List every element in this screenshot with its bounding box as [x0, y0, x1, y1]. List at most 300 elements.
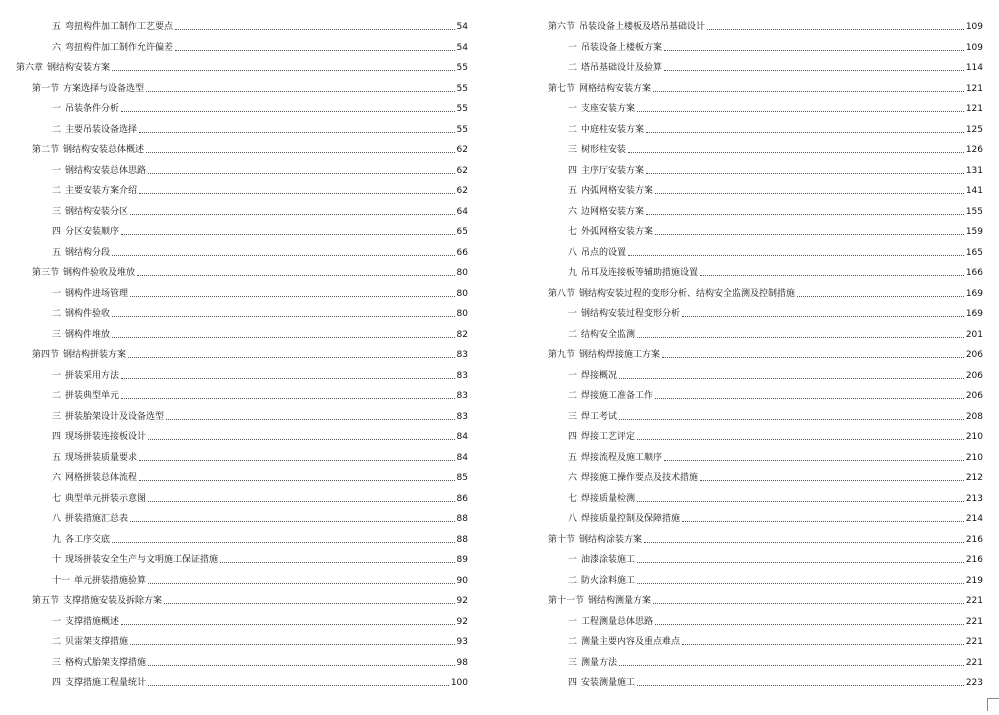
toc-entry[interactable] — [0, 266, 468, 280]
dot-leader — [619, 377, 964, 379]
dot-leader — [139, 192, 455, 194]
toc-entry-title: 现场拼装质量要求 — [65, 452, 138, 463]
toc-entry-number: 十一 — [52, 575, 71, 586]
toc-entry[interactable] — [0, 635, 468, 649]
toc-entry-title: 焊接施工操作要点及技术措施 — [581, 473, 699, 483]
toc-entry[interactable] — [0, 307, 468, 321]
toc-entry[interactable] — [520, 512, 999, 526]
toc-entry-page-number: 55 — [456, 63, 468, 73]
dot-leader — [664, 69, 964, 71]
toc-entry-title: 钢构件验收及堆放 — [63, 268, 136, 278]
toc-entry-page-number: 206 — [965, 350, 983, 360]
toc-entry-number: 二 — [568, 391, 578, 401]
toc-entry-title: 钢结构分段 — [65, 247, 111, 258]
toc-entry[interactable] — [520, 246, 999, 260]
dot-leader — [112, 541, 455, 543]
toc-entry[interactable] — [0, 328, 468, 342]
toc-entry-title: 钢结构安装总体概述 — [63, 145, 145, 155]
toc-entry-number: 八 — [568, 514, 578, 524]
dot-leader — [655, 623, 964, 625]
toc-entry-number: 一 — [52, 165, 62, 176]
toc-entry-title: 典型单元拼装示意图 — [65, 493, 147, 504]
toc-entry-number: 二 — [52, 124, 62, 135]
toc-entry[interactable] — [520, 184, 999, 198]
toc-entry-title: 方案选择与设备选型 — [63, 83, 145, 94]
dot-leader — [707, 28, 964, 30]
toc-entry[interactable] — [520, 594, 999, 608]
toc-entry[interactable] — [0, 164, 468, 178]
dot-leader — [637, 582, 964, 584]
toc-entry-page-number: 210 — [965, 452, 983, 463]
toc-entry-page-number: 90 — [456, 575, 468, 586]
toc-entry-title: 支座安装方案 — [581, 104, 636, 114]
toc-entry-page-number: 54 — [456, 22, 468, 32]
toc-entry-title: 工程测量总体思路 — [581, 616, 654, 627]
toc-entry[interactable] — [0, 61, 468, 75]
toc-entry-title: 钢结构安装过程的变形分析、结构安全监测及控制措施 — [579, 288, 796, 299]
toc-entry-number: 一 — [52, 104, 62, 114]
toc-entry-page-number: 55 — [456, 83, 468, 94]
toc-entry-page-number: 66 — [456, 247, 468, 258]
toc-entry-page-number: 83 — [456, 370, 468, 381]
toc-entry-page-number: 221 — [965, 596, 983, 606]
toc-entry-page-number: 109 — [965, 22, 983, 32]
toc-entry-title: 格构式胎架支撑措施 — [65, 657, 147, 668]
dot-leader — [682, 520, 964, 522]
dot-leader — [139, 479, 455, 481]
toc-entry-number: 第五节 — [32, 596, 60, 606]
toc-entry-title: 边网格安装方案 — [581, 206, 645, 217]
toc-entry-page-number: 100 — [450, 678, 468, 688]
dot-leader — [148, 684, 449, 686]
toc-entry[interactable] — [0, 287, 468, 301]
toc-entry-title: 安装测量施工 — [581, 678, 636, 688]
dot-leader — [637, 438, 964, 440]
toc-entry-page-number: 83 — [456, 411, 468, 422]
toc-entry-title: 支撑措施概述 — [65, 616, 120, 627]
dot-leader — [655, 192, 964, 194]
toc-entry-number: 三 — [568, 411, 578, 422]
dot-leader — [148, 172, 455, 174]
toc-entry-page-number: 80 — [456, 268, 468, 278]
toc-entry-page-number: 86 — [456, 493, 468, 504]
toc-entry-number: 三 — [568, 145, 578, 155]
toc-entry[interactable] — [0, 369, 468, 383]
toc-entry[interactable] — [0, 594, 468, 608]
toc-entry-number: 三 — [568, 657, 578, 668]
toc-entry-number: 四 — [568, 678, 578, 688]
dot-leader — [220, 561, 455, 563]
toc-entry-title: 吊耳及连接板等辅助措施设置 — [581, 268, 699, 278]
dot-leader — [637, 336, 964, 338]
toc-entry-page-number: 82 — [456, 329, 468, 340]
page-gap — [486, 0, 514, 715]
dot-leader — [137, 274, 455, 276]
toc-entry[interactable] — [0, 553, 468, 567]
toc-entry-title: 测量方法 — [581, 657, 618, 668]
dot-leader — [130, 643, 455, 645]
toc-entry-title: 现场拼装连接板设计 — [65, 432, 147, 442]
dot-leader — [121, 623, 455, 625]
toc-entry-page-number: 88 — [456, 514, 468, 524]
toc-entry[interactable] — [0, 492, 468, 506]
toc-entry-page-number: 80 — [456, 309, 468, 319]
toc-entry-page-number: 92 — [456, 616, 468, 627]
toc-entry-number: 第一节 — [32, 83, 60, 94]
toc-entry-page-number: 166 — [965, 268, 983, 278]
toc-entry[interactable] — [520, 61, 999, 75]
toc-entry-number: 四 — [568, 432, 578, 442]
toc-entry-page-number: 216 — [965, 534, 983, 545]
toc-entry-title: 钢结构安装过程变形分析 — [581, 309, 681, 319]
toc-entry[interactable] — [520, 82, 999, 96]
toc-entry-title: 钢结构安装方案 — [47, 63, 111, 73]
dot-leader — [628, 254, 964, 256]
toc-entry-number: 三 — [52, 657, 62, 668]
toc-entry-page-number: 221 — [965, 616, 983, 627]
dot-leader — [619, 418, 964, 420]
toc-entry-page-number: 114 — [965, 63, 983, 73]
toc-entry[interactable] — [520, 225, 999, 239]
toc-entry-title: 分区安装顺序 — [65, 227, 120, 237]
toc-entry-title: 弯扭构件加工制作允许偏差 — [65, 42, 174, 53]
toc-entry-number: 二 — [52, 637, 62, 647]
toc-entry-page-number: 141 — [965, 186, 983, 196]
dot-leader — [662, 356, 964, 358]
toc-entry-title: 拼装胎架设计及设备选型 — [65, 411, 165, 422]
toc-entry-title: 钢结构涂装方案 — [579, 534, 643, 545]
toc-entry-page-number: 169 — [965, 309, 983, 319]
toc-entry-number: 六 — [568, 206, 578, 217]
toc-entry-title: 主要安装方案介绍 — [65, 186, 138, 196]
toc-entry[interactable] — [0, 430, 468, 444]
toc-entry[interactable] — [520, 492, 999, 506]
toc-entry-page-number: 214 — [965, 514, 983, 524]
toc-entry-title: 结构安全监测 — [581, 329, 636, 340]
toc-entry-title: 拼装措施汇总表 — [65, 514, 129, 524]
dot-leader — [148, 500, 455, 502]
toc-entry-number: 一 — [568, 370, 578, 381]
toc-entry-title: 网格结构安装方案 — [579, 83, 652, 94]
toc-entry-title: 测量主要内容及重点难点 — [581, 637, 681, 647]
toc-entry[interactable] — [0, 41, 468, 55]
toc-entry-page-number: 210 — [965, 432, 983, 442]
toc-entry-title: 钢构件进场管理 — [65, 288, 129, 299]
toc-entry-title: 钢结构安装总体思路 — [65, 165, 147, 176]
toc-entry-number: 四 — [52, 678, 62, 688]
toc-entry[interactable] — [0, 348, 468, 362]
toc-entry[interactable] — [0, 184, 468, 198]
toc-entry-number: 八 — [52, 514, 62, 524]
toc-entry[interactable] — [520, 307, 999, 321]
dot-leader — [166, 418, 455, 420]
toc-entry-title: 支撑措施工程量统计 — [65, 678, 147, 688]
toc-entry[interactable] — [520, 676, 999, 690]
toc-entry-number: 二 — [568, 124, 578, 135]
toc-entry-number: 第三节 — [32, 268, 60, 278]
toc-entry-page-number: 54 — [456, 42, 468, 53]
dot-leader — [139, 459, 455, 461]
toc-entry-page-number: 212 — [965, 473, 983, 483]
toc-entry-number: 四 — [568, 165, 578, 176]
toc-entry-page-number: 93 — [456, 637, 468, 647]
dot-leader — [664, 459, 964, 461]
toc-entry-title: 吊装设备上楼板方案 — [581, 42, 663, 53]
toc-entry[interactable] — [520, 348, 999, 362]
toc-entry-page-number: 121 — [965, 104, 983, 114]
dot-leader — [653, 602, 964, 604]
toc-entry-number: 第八节 — [548, 288, 576, 299]
toc-entry-page-number: 109 — [965, 42, 983, 53]
toc-entry[interactable] — [520, 164, 999, 178]
toc-entry-number: 第九节 — [548, 350, 576, 360]
dot-leader — [148, 438, 455, 440]
toc-entry-number: 一 — [568, 104, 578, 114]
toc-entry-title: 各工序交底 — [65, 534, 111, 545]
toc-entry-page-number: 206 — [965, 370, 983, 381]
dot-leader — [146, 151, 455, 153]
toc-entry[interactable] — [520, 410, 999, 424]
toc-entry[interactable] — [0, 123, 468, 137]
toc-entry-page-number: 62 — [456, 145, 468, 155]
toc-entry-number: 四 — [52, 227, 62, 237]
toc-entry-number: 一 — [568, 616, 578, 627]
dot-leader — [637, 684, 964, 686]
toc-entry-page-number: 83 — [456, 350, 468, 360]
toc-entry-number: 第十一节 — [548, 596, 585, 606]
toc-entry[interactable] — [0, 102, 468, 116]
toc-entry[interactable] — [520, 451, 999, 465]
toc-entry[interactable] — [0, 512, 468, 526]
toc-entry-title: 单元拼装措施验算 — [74, 575, 147, 586]
dot-leader — [121, 397, 455, 399]
toc-entry[interactable] — [520, 369, 999, 383]
toc-left-page — [0, 0, 480, 715]
dot-leader — [700, 274, 964, 276]
toc-entry-page-number: 83 — [456, 391, 468, 401]
toc-entry-title: 焊接质量检测 — [581, 493, 636, 504]
toc-entry[interactable] — [0, 410, 468, 424]
toc-entry-page-number: 219 — [965, 575, 983, 586]
toc-entry-number: 五 — [568, 186, 578, 196]
toc-entry-page-number: 55 — [456, 124, 468, 135]
toc-entry-title: 吊装条件分析 — [65, 104, 120, 114]
toc-entry[interactable] — [0, 574, 468, 588]
dot-leader — [646, 172, 964, 174]
toc-entry-number: 五 — [52, 452, 62, 463]
dot-leader — [130, 213, 455, 215]
toc-entry-title: 焊工考试 — [581, 411, 618, 422]
toc-entry[interactable] — [520, 635, 999, 649]
toc-entry-title: 网格拼装总体流程 — [65, 473, 138, 483]
toc-right-page — [520, 0, 999, 715]
dot-leader — [637, 500, 964, 502]
toc-entry[interactable] — [520, 287, 999, 301]
dot-leader — [646, 131, 964, 133]
dot-leader — [139, 131, 455, 133]
dot-leader — [637, 561, 964, 563]
toc-entry-title: 钢结构拼装方案 — [63, 350, 127, 360]
toc-entry[interactable] — [0, 615, 468, 629]
dot-leader — [121, 377, 455, 379]
toc-entry-page-number: 92 — [456, 596, 468, 606]
toc-entry[interactable] — [0, 389, 468, 403]
toc-entry[interactable] — [520, 656, 999, 670]
toc-entry[interactable] — [0, 205, 468, 219]
toc-entry-number: 十 — [52, 555, 62, 565]
toc-entry-page-number: 62 — [456, 186, 468, 196]
toc-entry-number: 三 — [52, 411, 62, 422]
dot-leader — [664, 49, 964, 51]
toc-entry-page-number: 121 — [965, 83, 983, 94]
dot-leader — [619, 664, 964, 666]
dot-leader — [164, 602, 455, 604]
toc-entry-page-number: 131 — [965, 165, 983, 176]
toc-entry-number: 七 — [52, 493, 62, 504]
dot-leader — [646, 213, 964, 215]
dot-leader — [797, 295, 964, 297]
toc-entry-page-number: 84 — [456, 452, 468, 463]
toc-entry[interactable] — [0, 471, 468, 485]
toc-entry-number: 一 — [52, 288, 62, 299]
dot-leader — [644, 541, 964, 543]
toc-entry[interactable] — [520, 205, 999, 219]
toc-entry[interactable] — [0, 656, 468, 670]
toc-entry[interactable] — [0, 82, 468, 96]
toc-entry[interactable] — [520, 266, 999, 280]
toc-entry-title: 吊装设备上楼板及塔吊基础设计 — [579, 22, 706, 32]
toc-entry[interactable] — [0, 533, 468, 547]
toc-entry[interactable] — [520, 328, 999, 342]
dot-leader — [146, 90, 455, 92]
toc-entry-number: 二 — [568, 329, 578, 340]
toc-entry[interactable] — [520, 430, 999, 444]
toc-entry-page-number: 98 — [456, 657, 468, 668]
toc-entry[interactable] — [0, 225, 468, 239]
toc-entry-number: 一 — [52, 370, 62, 381]
toc-entry-number: 八 — [568, 247, 578, 258]
dot-leader — [130, 520, 455, 522]
toc-entry-title: 内弧网格安装方案 — [581, 186, 654, 196]
toc-entry-title: 支撑措施安装及拆除方案 — [63, 596, 163, 606]
toc-entry[interactable] — [520, 41, 999, 55]
toc-entry-page-number: 126 — [965, 145, 983, 155]
dot-leader — [175, 28, 455, 30]
toc-entry-number: 三 — [52, 329, 62, 340]
toc-entry[interactable] — [0, 451, 468, 465]
toc-entry-title: 钢构件验收 — [65, 309, 111, 319]
toc-entry[interactable] — [520, 102, 999, 116]
dot-leader — [637, 110, 964, 112]
toc-entry[interactable] — [520, 615, 999, 629]
page-corner-mark — [987, 698, 999, 711]
toc-entry-number: 二 — [52, 186, 62, 196]
toc-entry-title: 钢构件堆放 — [65, 329, 111, 340]
dot-leader — [655, 397, 964, 399]
dot-leader — [628, 151, 964, 153]
toc-entry[interactable] — [520, 553, 999, 567]
toc-entry-number: 七 — [568, 493, 578, 504]
toc-entry[interactable] — [0, 20, 468, 34]
dot-leader — [128, 356, 455, 358]
toc-entry-title: 钢结构安装分区 — [65, 206, 129, 217]
toc-entry-title: 焊接流程及施工顺序 — [581, 452, 663, 463]
toc-entry-number: 二 — [568, 637, 578, 647]
dot-leader — [653, 90, 964, 92]
dot-leader — [112, 336, 455, 338]
toc-entry-title: 油漆涂装施工 — [581, 555, 636, 565]
toc-entry-number: 五 — [52, 22, 62, 32]
toc-entry-title: 弯扭构件加工制作工艺要点 — [65, 22, 174, 32]
toc-entry[interactable] — [520, 574, 999, 588]
toc-entry[interactable] — [520, 20, 999, 34]
toc-entry-page-number: 213 — [965, 493, 983, 504]
toc-entry-number: 四 — [52, 432, 62, 442]
toc-entry[interactable] — [0, 676, 468, 690]
toc-entry-title: 拼装典型单元 — [65, 391, 120, 401]
dot-leader — [112, 69, 455, 71]
toc-entry-number: 一 — [568, 309, 578, 319]
toc-entry-number: 第六章 — [16, 63, 44, 73]
toc-entry-number: 第十节 — [548, 534, 576, 545]
toc-entry[interactable] — [520, 471, 999, 485]
dot-leader — [148, 582, 455, 584]
dot-leader — [121, 110, 455, 112]
toc-entry-title: 中庭柱安装方案 — [581, 124, 645, 135]
toc-entry-title: 焊接工艺评定 — [581, 432, 636, 442]
toc-entry-page-number: 221 — [965, 657, 983, 668]
toc-entry[interactable] — [0, 246, 468, 260]
toc-entry-number: 七 — [568, 227, 578, 237]
toc-entry-page-number: 125 — [965, 124, 983, 135]
toc-entry-page-number: 159 — [965, 227, 983, 237]
toc-entry-title: 拼装采用方法 — [65, 370, 120, 381]
toc-entry-number: 五 — [568, 452, 578, 463]
toc-entry-page-number: 62 — [456, 165, 468, 176]
dot-leader — [148, 664, 455, 666]
toc-entry-title: 主要吊装设备选择 — [65, 124, 138, 135]
toc-entry-number: 一 — [568, 42, 578, 53]
toc-entry-page-number: 85 — [456, 473, 468, 483]
toc-entry-number: 二 — [568, 575, 578, 586]
toc-entry-title: 钢结构焊接施工方案 — [579, 350, 661, 360]
toc-entry[interactable] — [520, 143, 999, 157]
dot-leader — [700, 479, 964, 481]
dot-leader — [121, 233, 455, 235]
toc-entry-title: 树形柱安装 — [581, 145, 627, 155]
dot-leader — [130, 295, 455, 297]
dot-leader — [655, 233, 964, 235]
dot-leader — [112, 254, 455, 256]
toc-entry-title: 吊点的设置 — [581, 247, 627, 258]
toc-entry-page-number: 89 — [456, 555, 468, 565]
dot-leader — [682, 643, 964, 645]
toc-entry-number: 二 — [52, 309, 62, 319]
toc-entry-number: 九 — [52, 534, 62, 545]
toc-entry[interactable] — [520, 389, 999, 403]
toc-entry-number: 一 — [52, 616, 62, 627]
toc-entry-page-number: 169 — [965, 288, 983, 299]
toc-entry-page-number: 65 — [456, 227, 468, 237]
toc-entry-number: 第六节 — [548, 22, 576, 32]
toc-entry-title: 防火涂料施工 — [581, 575, 636, 586]
toc-entry[interactable] — [520, 123, 999, 137]
dot-leader — [682, 315, 964, 317]
toc-entry-page-number: 88 — [456, 534, 468, 545]
toc-entry[interactable] — [520, 533, 999, 547]
toc-entry[interactable] — [0, 143, 468, 157]
toc-entry-page-number: 55 — [456, 104, 468, 114]
